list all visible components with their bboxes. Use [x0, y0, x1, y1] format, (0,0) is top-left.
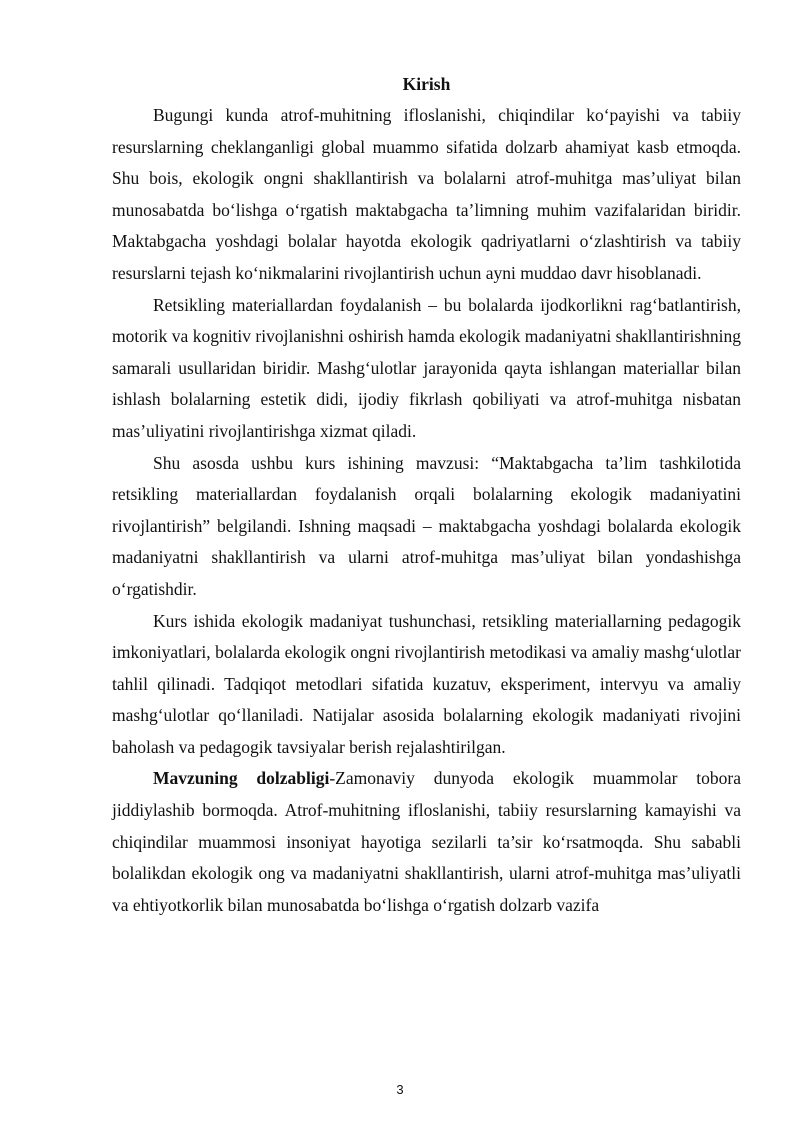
paragraph-intro: Bugungi kunda atrof-muhitning ifloslanishi, chiqindilar koʻpayishi va tabiiy resurslarning cheklanganligi global muammo sifatida dolzarb ahamiyat kasb etmoqda. Shu bois, ekologik ongni shakllantirish va bolalarni atrof-muhitga mas’uliyat bilan munosabatda boʻlishga oʻrgatish maktabgacha ta’limning muhim vazifalaridan biridir. Maktabgacha yoshdagi bolalar hayotda ekologik qadriyatlarni oʻzlashtirish va tabiiy resurslarni tejash koʻnikmalarini rivojlantirish uchun ayni muddao davr hisoblanadi. — [112, 105, 741, 283]
relevance-heading: Mavzuning dolzabligi — [153, 768, 330, 789]
section-title: Kirish — [402, 74, 451, 94]
paragraph-methods: Kurs ishida ekologik madaniyat tushunchasi, retsikling materiallarning pedagogik imkoniyatlari, bolalarda ekologik ongni rivojlantirish metodikasi va amaliy mashgʻulotlar tahlil qilinadi. Tadqiqot metodlari sifatida kuzatuv, eksperiment, intervyu va amaliy mashgʻulotlar qoʻllaniladi. Natijalar asosida bolalarning ekologik madaniyati rivojini baholash va pedagogik tavsiyalar berish rejalashtirilgan. — [112, 610, 741, 757]
paragraph-recycling: Retsikling materiallardan foydalanish – bu bolalarda ijodkorlikni ragʻbatlantirish, motorik va kognitiv rivojlanishni oshirish hamda ekologik madaniyatni shakllantirishning samarali usullaridan biridir. Mashgʻulotlar jarayonida qayta ishlangan materiallar bilan ishlash bolalarning estetik didi, ijodiy fikrlash qobiliyati va atrof-muhitga nisbatan mas’uliyatini rivojlantirishga xizmat qiladi. — [112, 294, 741, 441]
relevance-text: -Zamonaviy dunyoda ekologik muammolar tobora jiddiylashib bormoqda. Atrof-muhitning ifloslanishi, tabiiy resurslarning kamayishi va chiqindilar muammosi insoniyat hayotiga sezilarli ta’sir koʻrsatmoqda. Shu sababli bolalikdan ekologik ong va madaniyatni shakllantirish, ularni atrof-muhitga mas’uliyatli va ehtiyotkorlik bilan munosabatda boʻlishga oʻrgatish dolzarb vazifa — [112, 768, 741, 915]
page-number: 3 — [396, 1082, 404, 1097]
document-page — [112, 72, 741, 921]
paragraph-topic: Shu asosda ushbu kurs ishining mavzusi: “Maktabgacha ta’lim tashkilotida retsikling materiallardan foydalanish orqali bolalarning ekologik madaniyatini rivojlantirish” belgilandi. Ishning maqsadi – maktabgacha yoshdagi bolalarda ekologik madaniyatni shakllantirish va ularni atrof-muhitga mas’uliyat bilan yondashishga oʻrgatishdir. — [112, 452, 741, 599]
paragraph-relevance — [112, 763, 741, 921]
